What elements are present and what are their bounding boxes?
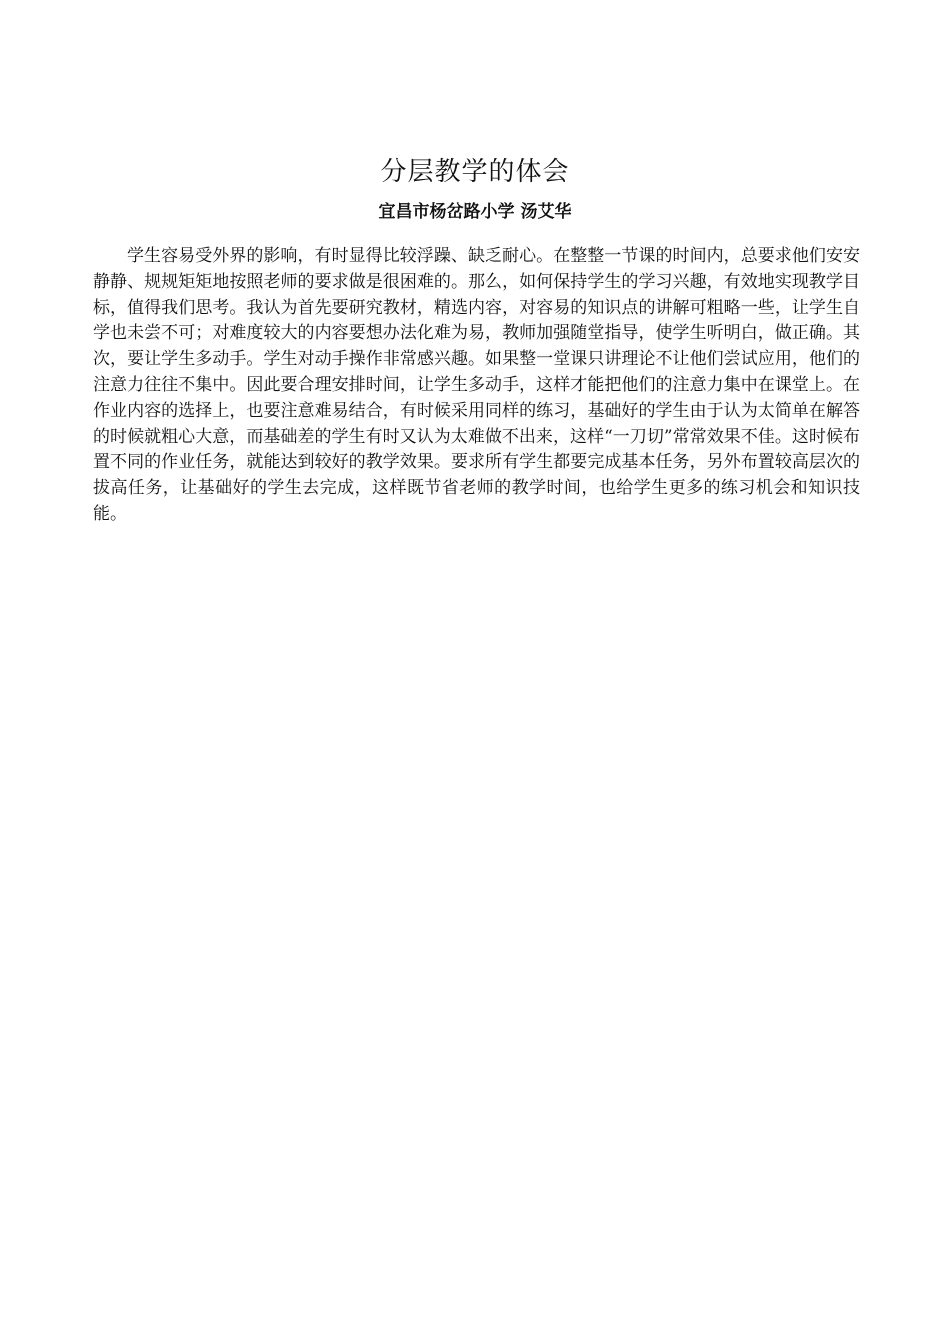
author-byline: 宜昌市杨岔路小学 汤艾华 xyxy=(378,202,572,222)
document-title: 分层教学的体会 xyxy=(380,157,570,187)
body-paragraph: 学生容易受外界的影响，有时显得比较浮躁、缺乏耐心。在整整一节课的时间内，总要求他们安安静静、规规矩矩地按照老师的要求做是很困难的。那么，如何保持学生的学习兴趣，有效地实现教学目标，值得我们思考。我认为首先要研究教材，精选内容，对容易的知识点的讲解可粗略一些，让学生自学也未尝不可；对难度较大的内容要想办法化难为易，教师加强随堂指导，使学生听明白，做正确。其次，要让学生多动手。学生对动手操作非常感兴趣。如果整一堂课只讲理论不让他们尝试应用，他们的注意力往往不集中。因此要合理安排时间，让学生多动手，这样才能把他们的注意力集中在课堂上。在作业内容的选择上，也要注意难易结合，有时候采用同样的练习，基础好的学生由于认为太简单在解答的时候就粗心大意，而基础差的学生有时又认为太难做不出来，这样“一刀切”常常效果不佳。这时候布置不同的作业任务，就能达到较好的教学效果。要求所有学生都要完成基本任务，另外布置较高层次的拔高任务，让基础好的学生去完成，这样既节省老师的教学时间，也给学生更多的练习机会和知识技能。 xyxy=(93,246,860,524)
